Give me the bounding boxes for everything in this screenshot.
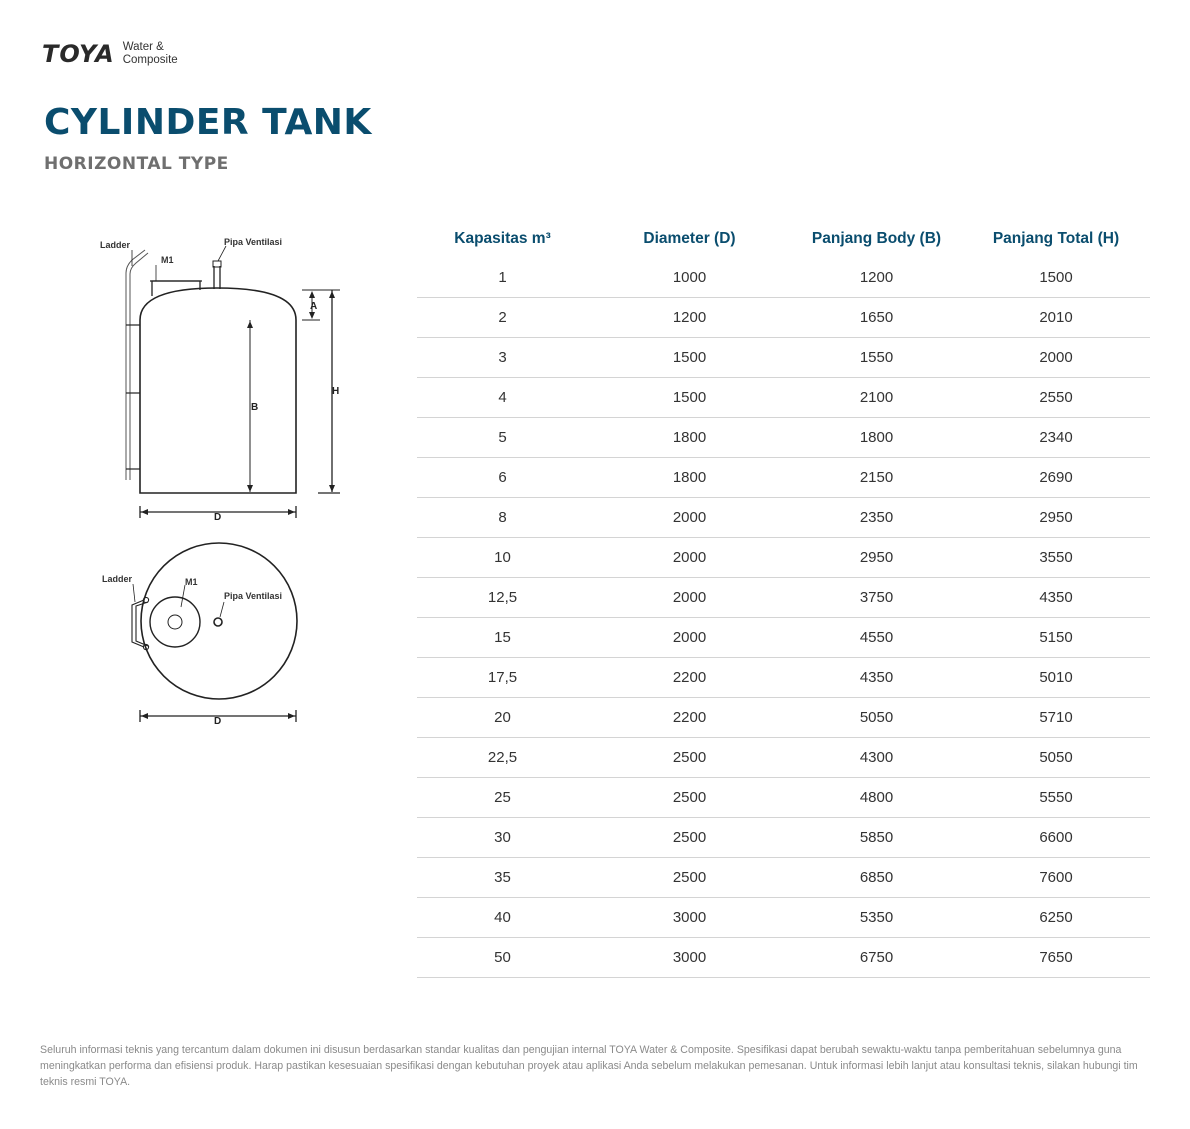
capacity-cell: 17,5: [417, 658, 588, 698]
diameter-cell: 2000: [588, 618, 791, 658]
top-dimension-d-label: D: [214, 716, 222, 727]
dimension-a-label: A: [310, 301, 318, 312]
diameter-cell: 1800: [588, 458, 791, 498]
diameter-cell: 2500: [588, 738, 791, 778]
body-length-cell: 1800: [791, 418, 962, 458]
diameter-cell: 1000: [588, 258, 791, 298]
page-title: CYLINDER TANK: [44, 102, 372, 143]
diameter-cell: 2000: [588, 538, 791, 578]
capacity-cell: 50: [417, 938, 588, 978]
capacity-cell: 5: [417, 418, 588, 458]
total-length-cell: 2950: [962, 498, 1150, 538]
capacity-cell: 12,5: [417, 578, 588, 618]
body-length-cell: 1200: [791, 258, 962, 298]
top-vent-label: Pipa Ventilasi: [224, 591, 283, 601]
total-length-cell: 2010: [962, 298, 1150, 338]
top-manhole: [150, 597, 200, 647]
diameter-cell: 1200: [588, 298, 791, 338]
capacity-cell: 6: [417, 458, 588, 498]
brand-tagline-line1: Water &: [122, 41, 164, 53]
diameter-cell: 2200: [588, 658, 791, 698]
body-length-cell: 4300: [791, 738, 962, 778]
total-length-cell: 5710: [962, 698, 1150, 738]
table-row: [417, 898, 1150, 938]
total-length-cell: 2550: [962, 378, 1150, 418]
side-ladder-label: Ladder: [100, 240, 131, 250]
side-dimension-d-label: D: [214, 512, 222, 523]
body-length-cell: 6750: [791, 938, 962, 978]
diameter-cell: 1500: [588, 378, 791, 418]
dimension-h-label: H: [332, 386, 340, 397]
side-ladder: [126, 250, 148, 480]
table-row: [417, 458, 1150, 498]
top-manhole-label: M1: [185, 577, 198, 587]
table-row: [417, 418, 1150, 458]
total-length-cell: 2000: [962, 338, 1150, 378]
diameter-cell: 1500: [588, 338, 791, 378]
capacity-cell: 1: [417, 258, 588, 298]
table-row: [417, 858, 1150, 898]
side-manhole-label: M1: [161, 255, 174, 265]
body-length-cell: 1550: [791, 338, 962, 378]
table-row: [417, 578, 1150, 618]
body-length-cell: 2150: [791, 458, 962, 498]
total-length-cell: 7650: [962, 938, 1150, 978]
total-length-cell: 7600: [962, 858, 1150, 898]
total-length-cell: 5050: [962, 738, 1150, 778]
top-ladder-label: Ladder: [102, 574, 133, 584]
total-length-cell: 5550: [962, 778, 1150, 818]
side-vent-label: Pipa Ventilasi: [224, 237, 283, 247]
brand-logo: [42, 40, 178, 68]
total-length-cell: 6250: [962, 898, 1150, 938]
diameter-cell: 3000: [588, 938, 791, 978]
capacity-cell: 15: [417, 618, 588, 658]
total-length-cell: 3550: [962, 538, 1150, 578]
capacity-cell: 4: [417, 378, 588, 418]
brand-tagline-line2: Composite: [122, 54, 178, 66]
spec-table: [417, 220, 1150, 978]
diameter-cell: 2500: [588, 858, 791, 898]
header-body-length: Panjang Body (B): [811, 230, 942, 247]
diameter-cell: 2000: [588, 498, 791, 538]
total-length-cell: 2690: [962, 458, 1150, 498]
top-vent-pipe: [214, 618, 222, 626]
body-length-cell: 5350: [791, 898, 962, 938]
table-row: [417, 818, 1150, 858]
total-length-cell: 1500: [962, 258, 1150, 298]
diameter-cell: 3000: [588, 898, 791, 938]
table-header-row: [417, 220, 1150, 258]
body-length-cell: 4800: [791, 778, 962, 818]
table-row: [417, 658, 1150, 698]
table-row: [417, 378, 1150, 418]
table-row: [417, 298, 1150, 338]
capacity-cell: 40: [417, 898, 588, 938]
total-length-cell: 4350: [962, 578, 1150, 618]
table-row: [417, 618, 1150, 658]
table-row: [417, 498, 1150, 538]
header-diameter: Diameter (D): [643, 230, 736, 247]
side-tank-body: [140, 288, 296, 493]
diameter-cell: 2200: [588, 698, 791, 738]
brand-tagline: [123, 41, 178, 67]
table-row: [417, 538, 1150, 578]
tank-diagram: [90, 228, 360, 733]
header-capacity: Kapasitas m³: [454, 230, 551, 247]
table-row: [417, 338, 1150, 378]
capacity-cell: 25: [417, 778, 588, 818]
capacity-cell: 30: [417, 818, 588, 858]
body-length-cell: 2350: [791, 498, 962, 538]
page-subtitle: HORIZONTAL TYPE: [44, 154, 229, 174]
side-view: [126, 250, 340, 518]
capacity-cell: 22,5: [417, 738, 588, 778]
total-length-cell: 2340: [962, 418, 1150, 458]
total-length-cell: 5150: [962, 618, 1150, 658]
capacity-cell: 35: [417, 858, 588, 898]
diameter-cell: 1800: [588, 418, 791, 458]
capacity-cell: 3: [417, 338, 588, 378]
body-length-cell: 3750: [791, 578, 962, 618]
body-length-cell: 4550: [791, 618, 962, 658]
diameter-cell: 2500: [588, 778, 791, 818]
diameter-cell: 2000: [588, 578, 791, 618]
total-length-cell: 6600: [962, 818, 1150, 858]
capacity-cell: 8: [417, 498, 588, 538]
table-row: [417, 258, 1150, 298]
body-length-cell: 2950: [791, 538, 962, 578]
body-length-cell: 4350: [791, 658, 962, 698]
total-length-cell: 5010: [962, 658, 1150, 698]
disclaimer-text: Seluruh informasi teknis yang tercantum dalam dokumen ini disusun berdasarkan standar kualitas dan pengujian internal TOYA Water & Composite. Spesifikasi dapat berubah sewaktu-waktu tanpa pemberitahuan sebelumnya guna meningkatkan performa dan efisiensi produk. Harap pastikan kesesuaian spesifikasi dengan kebutuhan proyek atau aplikasi Anda sebelum melakukan pemesanan. Untuk informasi lebih lanjut atau konsultasi teknis, silakan hubungi tim teknis resmi TOYA.: [40, 1044, 1138, 1088]
table-row: [417, 698, 1150, 738]
body-length-cell: 6850: [791, 858, 962, 898]
body-length-cell: 5850: [791, 818, 962, 858]
header-total-length: Panjang Total (H): [992, 230, 1120, 247]
body-length-cell: 1650: [791, 298, 962, 338]
top-view: [132, 543, 297, 722]
table-row: [417, 938, 1150, 978]
table-row: [417, 778, 1150, 818]
top-tank-outline: [141, 543, 297, 699]
side-arrows: [141, 291, 335, 515]
capacity-cell: 10: [417, 538, 588, 578]
capacity-cell: 20: [417, 698, 588, 738]
table-row: [417, 738, 1150, 778]
brand-name: TOYA: [42, 40, 115, 68]
body-length-cell: 2100: [791, 378, 962, 418]
dimension-b-label: B: [251, 402, 259, 413]
body-length-cell: 5050: [791, 698, 962, 738]
side-vent-pipe: [213, 261, 221, 289]
capacity-cell: 2: [417, 298, 588, 338]
diameter-cell: 2500: [588, 818, 791, 858]
